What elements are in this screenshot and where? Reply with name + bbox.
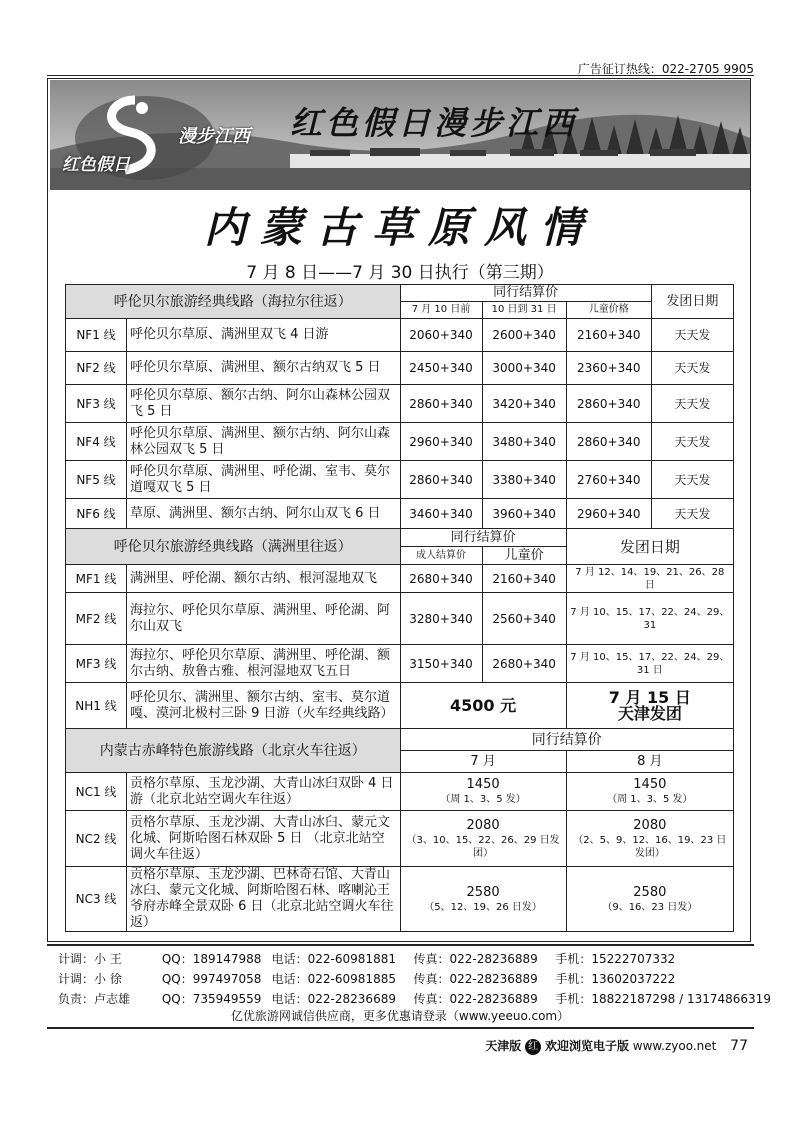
departure-date: 天天发 — [651, 385, 733, 423]
section2-child-header: 儿童价 — [482, 547, 566, 565]
contact-fax: 传真：022-28236889 — [413, 952, 538, 966]
route-desc: 呼伦贝尔草原、满洲里、呼伦湖、室韦、莫尔道嘎双飞 5 日 — [127, 461, 401, 499]
route-code: NF4 线 — [66, 423, 127, 461]
departure-place-line: 天津发团 — [617, 703, 682, 723]
price-cell: 2560+340 — [482, 593, 566, 645]
route-code: NH1 线 — [66, 683, 127, 729]
price-cell: 3480+340 — [482, 423, 566, 461]
table-row — [66, 423, 734, 461]
route-desc: 海拉尔、呼伦贝尔草原、满洲里、呼伦湖、额尔古纳、敖鲁古雅、根河湿地双飞五日 — [127, 645, 401, 683]
section1-date-header: 发团日期 — [651, 285, 733, 319]
section3-month-header: 7 月 — [400, 751, 566, 773]
page-title: 内蒙古草原风情 — [203, 203, 596, 252]
price-cell: 3150+340 — [400, 645, 482, 683]
departure-date: 天天发 — [651, 423, 733, 461]
price-note: （周 1、3、5 发） — [607, 794, 693, 805]
execution-period: 7 月 8 日——7 月 30 日执行（第三期） — [246, 263, 554, 283]
table-row — [66, 811, 734, 867]
contact-qq: QQ：189147988 — [161, 952, 262, 966]
logo-subtext: 红色假日 — [62, 155, 130, 175]
contacts-divider — [47, 944, 754, 946]
table-row — [66, 593, 734, 645]
route-price-table — [65, 284, 734, 932]
welcome-text: 欢迎浏览电子版 — [544, 1039, 629, 1053]
banner — [50, 80, 750, 190]
section2-date-header: 发团日期 — [566, 529, 733, 565]
price-value: 1450 — [633, 777, 667, 792]
section2-title: 呼伦贝尔旅游经典线路（满洲里往返） — [66, 529, 401, 565]
contact-mobile: 手机：18822187298 / 13174866319 — [555, 992, 771, 1006]
departure-date: 7 月 10、15、17、22、24、29、31 日 — [566, 645, 733, 683]
logo-text: 漫步江西 — [178, 126, 250, 147]
route-desc: 贡格尔草原、玉龙沙湖、大青山冰臼、蒙元文化城、阿斯哈图石林双卧 5 日 （北京北站空调火车往返） — [127, 811, 401, 867]
contact-qq: QQ：735949559 — [161, 992, 262, 1006]
table-row — [66, 565, 734, 593]
price-cell: 2680+340 — [400, 565, 482, 593]
route-desc: 呼伦贝尔草原、额尔古纳、阿尔山森林公园双飞 5 日 — [127, 385, 401, 423]
contact-row — [58, 970, 771, 990]
price-value: 2580 — [633, 884, 667, 900]
route-desc: 海拉尔、呼伦贝尔草原、满洲里、呼伦湖、阿尔山双飞 — [127, 593, 401, 645]
price-cell: 2960+340 — [400, 423, 482, 461]
price-cell — [566, 867, 733, 932]
departure-date: 天天发 — [651, 319, 733, 352]
section3-title: 内蒙古赤峰特色旅游线路（北京火车往返） — [66, 729, 401, 773]
section3-month-header: 8 月 — [566, 751, 733, 773]
route-desc: 贡格尔草原、玉龙沙湖、巴林奇石馆、大青山冰臼、蒙元文化城、阿斯哈图石林、喀喇沁王爷府赤峰全景双卧 6 日（北京北站空调火车往返） — [127, 867, 401, 932]
route-desc: 呼伦贝尔、满洲里、额尔古纳、室韦、莫尔道嘎、漠河北极村三卧 9 日游（火车经典线路） — [127, 683, 401, 729]
price-value: 2580 — [466, 884, 500, 900]
table-row — [66, 319, 734, 352]
departure-date: 天天发 — [651, 499, 733, 529]
departure-date: 天天发 — [651, 352, 733, 385]
contact-fax: 传真：022-28236889 — [413, 972, 538, 986]
section1-col-header: 7 月 10 日前 — [400, 302, 482, 319]
section1-col-header: 儿童价格 — [566, 302, 651, 319]
route-code: MF1 线 — [66, 565, 127, 593]
route-desc: 呼伦贝尔草原、满洲里、额尔古纳双飞 5 日 — [127, 352, 401, 385]
table-row — [66, 867, 734, 932]
price-note: （5、12、19、26 日发） — [424, 901, 542, 913]
price-note: （9、16、23 日发） — [602, 901, 698, 913]
price-cell — [566, 773, 733, 811]
departure-date: 7 月 10、15、17、22、24、29、31 — [566, 593, 733, 645]
route-desc: 呼伦贝尔草原、满洲里、额尔古纳、阿尔山森林公园双飞 5 日 — [127, 423, 401, 461]
price-cell — [400, 867, 566, 932]
contacts-block — [58, 950, 771, 1010]
table-row — [66, 461, 734, 499]
route-code: NF6 线 — [66, 499, 127, 529]
price-value: 2080 — [466, 817, 500, 833]
banner-title: 红色假日漫步江西 — [290, 104, 579, 142]
price-note: （3、10、15、22、26、29 日发团） — [406, 834, 560, 859]
route-code: MF3 线 — [66, 645, 127, 683]
route-code: NC1 线 — [66, 773, 127, 811]
route-desc: 满洲里、呼伦湖、额尔古纳、根河湿地双飞 — [127, 565, 401, 593]
edition-label: 天津版 — [485, 1039, 522, 1053]
route-desc: 草原、满洲里、额尔古纳、阿尔山双飞 6 日 — [127, 499, 401, 529]
contact-fax: 传真：022-28236889 — [413, 992, 538, 1006]
section1-price-header: 同行结算价 — [400, 285, 651, 302]
top-divider — [47, 75, 754, 76]
departure-date: 天天发 — [651, 461, 733, 499]
contact-role: 计调：小 王 — [58, 952, 122, 966]
section2-price-header: 同行结算价 — [400, 529, 566, 547]
price-cell — [400, 811, 566, 867]
price-cell: 3960+340 — [482, 499, 566, 529]
price-cell: 2160+340 — [482, 565, 566, 593]
footer-divider — [47, 1027, 754, 1029]
table-row — [66, 385, 734, 423]
price-value: 1450 — [466, 777, 500, 792]
price-note: （2、5、9、12、16、19、23 日发团） — [573, 834, 727, 859]
table-row — [66, 499, 734, 529]
section1-col-header: 10 日到 31 日 — [482, 302, 566, 319]
route-code: NF1 线 — [66, 319, 127, 352]
contact-role: 负责：卢志雄 — [58, 992, 131, 1006]
page-number: 77 — [730, 1038, 748, 1054]
table-row — [66, 683, 734, 729]
route-code: NF2 线 — [66, 352, 127, 385]
price-value: 2080 — [633, 817, 667, 833]
section2-adult-header: 成人结算价 — [400, 547, 482, 565]
price-cell: 2060+340 — [400, 319, 482, 352]
route-code: NC3 线 — [66, 867, 127, 932]
table-row — [66, 352, 734, 385]
price-cell: 4500 元 — [400, 683, 566, 729]
contact-phone: 电话：022-28236689 — [271, 992, 396, 1006]
page-footer — [485, 1037, 748, 1055]
price-cell: 3000+340 — [482, 352, 566, 385]
price-cell: 2860+340 — [400, 461, 482, 499]
price-cell: 2600+340 — [482, 319, 566, 352]
price-cell: 2960+340 — [566, 499, 651, 529]
edition-badge-icon: 红 — [525, 1039, 541, 1055]
supplier-note: 亿优旅游网诚信供应商，更多优惠请登录（www.yeeuo.com） — [230, 1009, 570, 1023]
price-cell: 2160+340 — [566, 319, 651, 352]
price-cell: 2680+340 — [482, 645, 566, 683]
route-code: NF3 线 — [66, 385, 127, 423]
price-cell — [400, 773, 566, 811]
contact-qq: QQ：997497058 — [161, 972, 262, 986]
site-link[interactable]: www.zyoo.net — [632, 1039, 717, 1053]
price-cell: 2860+340 — [400, 385, 482, 423]
price-cell: 2760+340 — [566, 461, 651, 499]
price-cell: 2450+340 — [400, 352, 482, 385]
price-cell: 3380+340 — [482, 461, 566, 499]
route-code: NF5 线 — [66, 461, 127, 499]
contact-mobile: 手机：15222707332 — [555, 952, 676, 966]
price-cell: 3280+340 — [400, 593, 482, 645]
table-row — [66, 645, 734, 683]
contact-row — [58, 950, 771, 970]
route-desc: 呼伦贝尔草原、满洲里双飞 4 日游 — [127, 319, 401, 352]
departure-date: 7 月 12、14、19、21、26、28 日 — [566, 565, 733, 593]
price-cell: 2860+340 — [566, 423, 651, 461]
contact-phone: 电话：022-60981881 — [271, 952, 396, 966]
price-cell: 2360+340 — [566, 352, 651, 385]
price-cell: 2860+340 — [566, 385, 651, 423]
route-code: MF2 线 — [66, 593, 127, 645]
departure-date — [566, 683, 733, 729]
price-cell: 3420+340 — [482, 385, 566, 423]
section1-title: 呼伦贝尔旅游经典线路（海拉尔往返） — [66, 285, 401, 319]
price-cell: 3460+340 — [400, 499, 482, 529]
departure-date-line: 7 月 15 日 — [608, 687, 691, 707]
price-note: （周 1、3、5 发） — [440, 794, 526, 805]
table-row — [66, 773, 734, 811]
contact-mobile: 手机：13602037222 — [555, 972, 676, 986]
contact-phone: 电话：022-60981885 — [271, 972, 396, 986]
price-cell — [566, 811, 733, 867]
contact-role: 计调：小 徐 — [58, 972, 122, 986]
route-code: NC2 线 — [66, 811, 127, 867]
ad-hotline: 广告征订热线：022-2705 9905 — [577, 62, 754, 76]
section3-price-header: 同行结算价 — [400, 729, 734, 751]
route-desc: 贡格尔草原、玉龙沙湖、大青山冰臼双卧 4 日游（北京北站空调火车往返） — [127, 773, 401, 811]
